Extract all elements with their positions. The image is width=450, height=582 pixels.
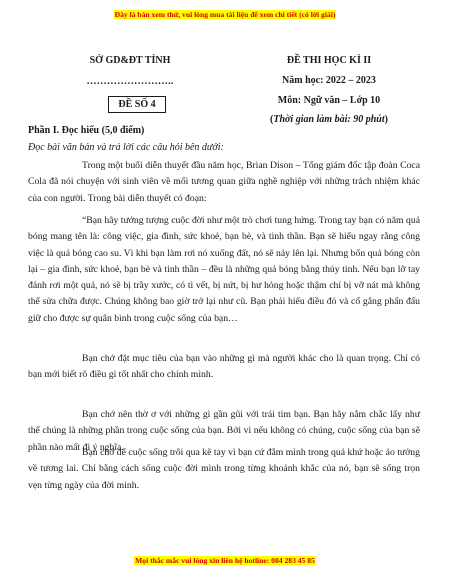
school-year: Năm học: 2022 – 2023 [282, 74, 376, 86]
passage-paragraph: Trong một buổi diễn thuyết đầu năm học, Brian Dison – Tổng giám đốc tập đoàn Coca Cola đã nói chuyện với sinh viên về mối tương quan giữa nghề nghiệp với những trách nhiệm khác của con người. Trong bài diễn thuyết có đoạn: [28, 160, 420, 204]
passage-paragraph: “Bạn hãy tưởng tượng cuộc đời như một trò chơi tung hứng. Trong tay bạn có năm quả bóng mang tên là: công việc, gia đình, sức khoẻ, bạn bè, và tinh thần. Bạn sẽ hiểu ngay rằng công việc là quả bóng cao su. Vì khi bạn làm rơi nó xuống đất, nó sẽ nảy lên lại. Nhưng bốn quả bóng còn lại – gia đình, sức khoẻ, bạn bè và tinh thần – đều là những quả bóng bằng thủy tinh. Nếu bạn lỡ tay đánh rơi một quả, nó sẽ bị trầy xước, có tì vết, bị nứt, bị hư hỏng hoặc thậm chí bị vỡ nát mà không thể sửa chữa được. Chúng không bao giờ trở lại như cũ. Bạn phải hiểu điều đó và cố gắng phấn đấu giữ cho được sự quân bình trong cuộc sống của bạn… [28, 215, 420, 324]
preview-notice-banner [0, 10, 450, 19]
header-left [55, 55, 205, 88]
subject-line: Môn: Ngữ văn – Lớp 10 [277, 94, 381, 106]
passage-paragraph: Bạn chớ đặt mục tiêu của bạn vào những gì mà người khác cho là quan trọng. Chỉ có bạn mới biết rõ điều gì tốt nhất cho chính mình. [28, 353, 420, 381]
hotline-text: Mọi thắc mắc vui lòng xin liên hệ hotline: 084 283 45 85 [135, 556, 315, 565]
preview-notice-text: Đây là bản xem thử, vui lòng mua tài liệu để xem chi tiết (có lời giải) [114, 10, 336, 19]
passage-paragraph: Bạn chớ nên thờ ơ với những gì gần gũi với trái tim bạn. Bạn hãy nắm chắc lấy như thể chúng là những phần trong cuộc sống của bạn. Bởi vì nếu không có chúng, cuộc sống của bạn sẽ phần nào mất đi ý nghĩa. [28, 409, 420, 453]
passage-paragraph: Bạn chớ để cuộc sống trôi qua kẽ tay vì bạn cứ đắm mình trong quá khứ hoặc ảo tưởng về tương lai. Chỉ bằng cách sống cuộc đời mình trong từng khoảnh khắc của nó, bạn sẽ sống trọn vẹn từng ngày của đời mình. [28, 447, 420, 491]
time-open-paren: ( [270, 114, 274, 126]
section-title: Phần I. Đọc hiểu (5,0 điểm) [28, 125, 145, 136]
time-limit [253, 114, 405, 126]
department-name: SỞ GD&ĐT TỈNH [89, 55, 171, 66]
time-limit-text: Thời gian làm bài: 90 phút [273, 114, 385, 126]
exam-title: ĐỀ THI HỌC KÌ II [286, 55, 372, 66]
time-close-paren: ) [384, 114, 388, 126]
exam-code-box: ĐỀ SỐ 4 [108, 96, 166, 113]
section-instruction: Đọc bài văn bản và trả lời các câu hỏi bên dưới: [28, 142, 224, 153]
department-dots: …………………….. [86, 76, 174, 87]
header-right [253, 55, 405, 134]
hotline-banner [0, 556, 450, 565]
